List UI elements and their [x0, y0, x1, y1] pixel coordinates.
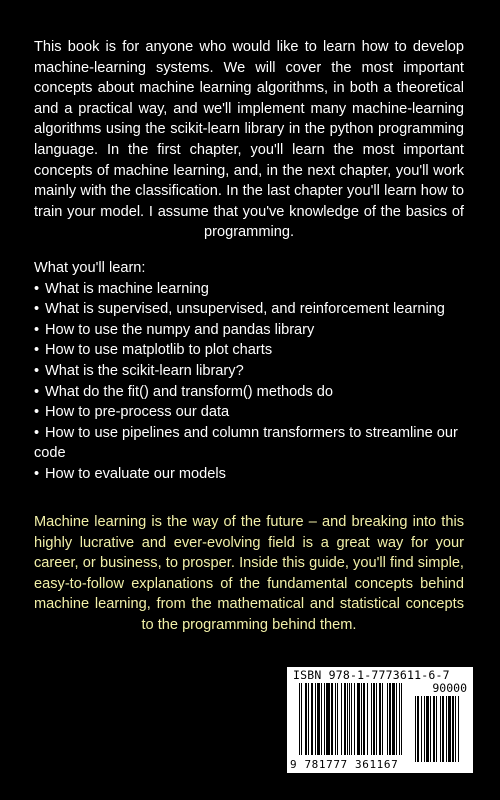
- bullet-icon: •: [34, 342, 40, 359]
- list-item: [34, 320, 464, 341]
- list-item: [34, 464, 464, 485]
- learn-list: [34, 279, 464, 485]
- closing-paragraph: Machine learning is the way of the future – and breaking into this highly lucrative and ever-evolving field is a great way for your career, or business, to prosper. Inside this guide, you'll find simple, easy-to-follow explanations of the fundamental concepts behind machine learning, from the mathematical and statistical concepts to the programming behind them.: [34, 514, 464, 633]
- list-item: [34, 340, 464, 361]
- list-item: [34, 299, 464, 320]
- list-item-text: What do the fit() and transform() methods do: [45, 383, 333, 400]
- price-code: 90000: [432, 681, 467, 695]
- isbn-label: ISBN 978-1-7773611-6-7: [293, 668, 450, 682]
- list-item-text: How to use pipelines and column transformers to streamline our code: [34, 424, 458, 462]
- bullet-icon: •: [34, 424, 40, 441]
- bullet-icon: •: [34, 362, 40, 379]
- list-item-text: How to use matplotlib to plot charts: [45, 342, 273, 359]
- bullet-icon: •: [34, 383, 40, 400]
- list-item-text: How to use the numpy and pandas library: [45, 321, 315, 338]
- barcode-digits: 9 781777 361167: [290, 758, 399, 771]
- list-item: [34, 279, 464, 300]
- list-item: [34, 361, 464, 382]
- bullet-icon: •: [34, 280, 40, 297]
- learn-section: [34, 258, 464, 485]
- addon-barcode-bars-icon: [415, 696, 467, 762]
- barcode-bars-icon: [299, 683, 407, 755]
- intro-paragraph: This book is for anyone who would like to learn how to develop machine-learning systems. We will cover the most important concepts about machine learning algorithms, in both a theoretical and a practical way, and we'll implement many machine-learning algorithms using the scikit-learn library in the python programming language. In the first chapter, you'll learn the most important concepts of machine learning, and, in the next chapter, you'll work mainly with the classification. In the last chapter you'll learn how to train your model. I assume that you've knowledge of the basics of programming.: [34, 39, 464, 241]
- isbn-barcode: [287, 667, 473, 773]
- list-item: [34, 382, 464, 403]
- list-item: [34, 402, 464, 423]
- learn-heading: What you'll learn:: [34, 260, 146, 276]
- bullet-icon: •: [34, 404, 40, 421]
- bullet-icon: •: [34, 465, 40, 482]
- list-item-text: How to evaluate our models: [45, 465, 226, 482]
- list-item-text: What is supervised, unsupervised, and reinforcement learning: [45, 301, 445, 318]
- list-item: [34, 423, 464, 464]
- list-item-text: What is machine learning: [45, 280, 209, 297]
- bullet-icon: •: [34, 321, 40, 338]
- list-item-text: What is the scikit-learn library?: [45, 362, 244, 379]
- list-item-text: How to pre-process our data: [45, 404, 230, 421]
- bullet-icon: •: [34, 301, 40, 318]
